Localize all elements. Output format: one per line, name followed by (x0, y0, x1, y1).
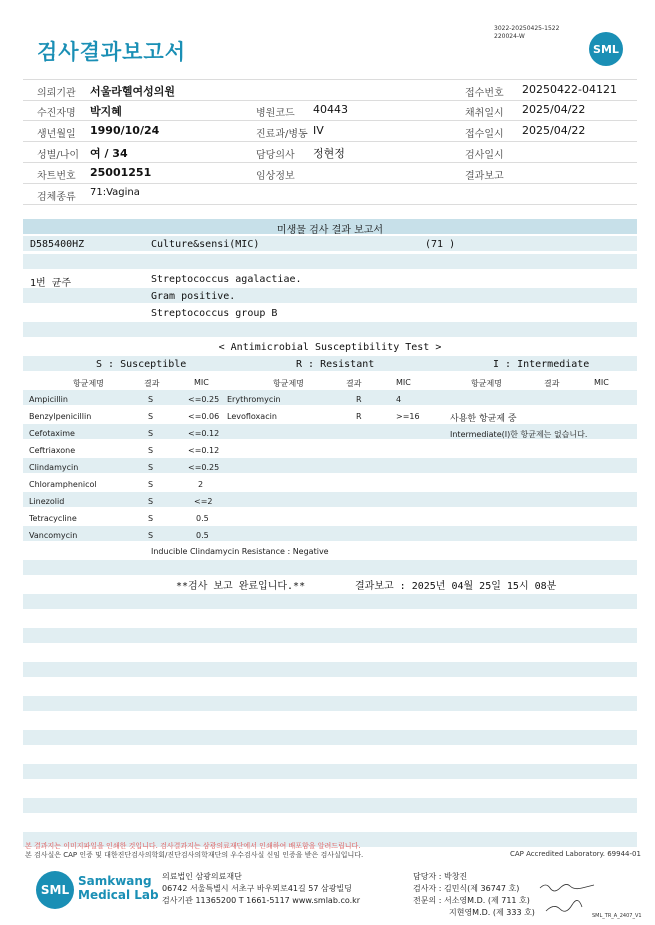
drug-mic: 4 (396, 395, 402, 404)
birth-date: 1990/10/24 (90, 124, 160, 137)
drug-result: R (356, 412, 362, 421)
report-band (23, 322, 637, 337)
address: 06742 서울특별시 서초구 바우뫼로41길 57 삼광빌딩 (162, 884, 352, 893)
drug-name: Ceftriaxone (29, 446, 76, 455)
info-row-specimen: 검체종류 71:Vagina (23, 184, 637, 205)
inducible-clindamycin: Inducible Clindamycin Resistance : Negative (151, 547, 329, 556)
col-header-result: 결과 (346, 379, 362, 388)
drug-result: R (356, 395, 362, 404)
report-band (23, 288, 637, 303)
cap-accreditation: CAP Accredited Laboratory. 69944-01 (510, 850, 641, 858)
signature (538, 878, 598, 918)
report-band (23, 628, 637, 643)
drug-name: Cefotaxime (29, 429, 75, 438)
report-band (23, 594, 637, 609)
organism-line: Gram positive. (151, 291, 236, 302)
info-row-sex-age: 성별/나이 여 / 34 담당의사 정현정 검사일시 (23, 142, 637, 163)
drug-result: S (148, 446, 154, 455)
drug-result: S (148, 497, 154, 506)
drug-mic: 0.5 (196, 514, 209, 523)
drug-name: Clindamycin (29, 463, 79, 472)
test-name: Culture&sensi(MIC) (151, 239, 260, 250)
ward-code: 40443 (313, 103, 348, 116)
drug-result: S (148, 480, 154, 489)
drug-result: S (148, 463, 154, 472)
report-time: 결과보고 : 2025년 04월 25일 15시 08분 (355, 581, 557, 592)
notice-printed: 본 결과지는 이미지파일을 인쇄한 것입니다. 검사결과지는 삼광의료재단에서 인쇄하여 배포함을 알려드립니다. (25, 842, 361, 850)
staff-line: 검사자 : 김민식(제 36747 호) (413, 884, 520, 893)
staff-line: 담당자 : 박창진 (413, 872, 468, 881)
report-band (23, 526, 637, 541)
drug-name: Ampicillin (29, 395, 68, 404)
drug-result: S (148, 514, 154, 523)
info-row-hospital: 의뢰기관 서울라헬여성의원 접수번호 20250422-04121 (23, 79, 637, 101)
contact-info: 검사기관 11365200 T 1661-5117 www.smlab.co.kr (162, 896, 361, 905)
organism-line: Streptococcus group B (151, 308, 278, 319)
col-header-result: 결과 (144, 379, 160, 388)
drug-result: S (148, 531, 154, 540)
drug-name: Erythromycin (227, 395, 281, 404)
report-band (23, 696, 637, 711)
drug-mic: <=0.06 (188, 412, 220, 421)
hospital-name: 서울라헬여성의원 (90, 85, 176, 98)
drug-mic: <=2 (194, 497, 213, 506)
report-band (23, 492, 637, 507)
drug-mic: <=0.12 (188, 446, 220, 455)
report-band (23, 798, 637, 813)
sml-logo: SML (36, 871, 74, 909)
report-band (23, 390, 637, 405)
test-spec: (71 ) (425, 239, 456, 250)
col-header-result: 결과 (544, 379, 560, 388)
page-title: 검사결과보고서 (37, 40, 187, 64)
info-row-examinee: 수진자명 박지혜 병원코드 40443 채취일시 2025/04/22 (23, 100, 637, 121)
foundation-name: 의료법인 삼광의료재단 (162, 872, 242, 881)
report-band (23, 730, 637, 745)
drug-mic: 0.5 (196, 531, 209, 540)
drug-name: Chloramphenicol (29, 480, 97, 489)
report-complete: **검사 보고 완료입니다.** (176, 581, 306, 592)
org-name: Samkwang Medical Lab (78, 874, 159, 902)
info-row-chart: 차트번호 25001251 임상정보 결과보고 (23, 163, 637, 184)
drug-name: Vancomycin (29, 531, 78, 540)
col-header-mic: MIC (194, 378, 209, 387)
receipt-number: 20250422-04121 (522, 83, 617, 96)
collect-date: 2025/04/22 (522, 103, 586, 116)
staff-line: 전문의 : 서소영M.D. (제 711 호) (413, 896, 530, 905)
col-header-drug: 항균제명 (273, 379, 304, 388)
patient-name: 박지혜 (90, 105, 122, 118)
drug-name: Tetracycline (29, 514, 77, 523)
receive-date: 2025/04/22 (522, 124, 586, 137)
col-header-mic: MIC (396, 378, 411, 387)
chart-number: 25001251 (90, 166, 152, 179)
drug-result: S (148, 429, 154, 438)
legend-intermediate: I : Intermediate (493, 359, 590, 370)
notice-accreditation: 본 검사실은 CAP 인증 및 대한진단검사의학회/진단검사의학재단의 우수검사실 신임 인증을 받은 검사실입니다. (25, 851, 364, 859)
col-header-drug: 항균제명 (73, 379, 104, 388)
organism-line: Streptococcus agalactiae. (151, 274, 302, 285)
sml-logo: SML (589, 32, 623, 66)
intermediate-note: Intermediate(I)한 항균제는 없습니다. (450, 430, 588, 439)
drug-result: S (148, 395, 154, 404)
test-code: D585400HZ (30, 239, 85, 250)
report-band (23, 764, 637, 779)
drug-mic: <=0.25 (188, 463, 220, 472)
staff-line: 지현영M.D. (제 333 호) (449, 908, 535, 917)
info-row-birth: 생년월일 1990/10/24 진료과/병동 IV 접수일시 2025/04/22 (23, 121, 637, 142)
legend-susceptible: S : Susceptible (96, 359, 187, 370)
report-band (23, 458, 637, 473)
department: IV (313, 124, 324, 137)
report-section-title: 미생물 검사 결과 보고서 (276, 225, 384, 236)
doctor-name: 정현정 (313, 147, 345, 160)
organism-label: 1번 균주 (30, 278, 72, 289)
ast-title: < Antimicrobial Susceptibility Test > (218, 342, 442, 353)
col-header-mic: MIC (594, 378, 609, 387)
report-band (23, 662, 637, 677)
drug-result: S (148, 412, 154, 421)
drug-mic: >=16 (396, 412, 420, 421)
report-band (23, 236, 637, 251)
drug-name: Levofloxacin (227, 412, 277, 421)
report-band (23, 254, 637, 269)
drug-mic: <=0.12 (188, 429, 220, 438)
document-id: 3022-20250425-1522 220024-W (494, 25, 560, 40)
legend-resistant: R : Resistant (296, 359, 375, 370)
drug-mic: 2 (198, 480, 204, 489)
drug-name: Benzylpenicillin (29, 412, 92, 421)
intermediate-note: 사용한 항균제 중 (450, 414, 517, 424)
form-id: SML_TR_A_2407_V1 (592, 913, 642, 919)
col-header-drug: 항균제명 (471, 379, 502, 388)
specimen-type: 71:Vagina (90, 187, 140, 198)
sex-age: 여 / 34 (90, 147, 128, 160)
report-band (23, 560, 637, 575)
drug-mic: <=0.25 (188, 395, 220, 404)
drug-name: Linezolid (29, 497, 65, 506)
